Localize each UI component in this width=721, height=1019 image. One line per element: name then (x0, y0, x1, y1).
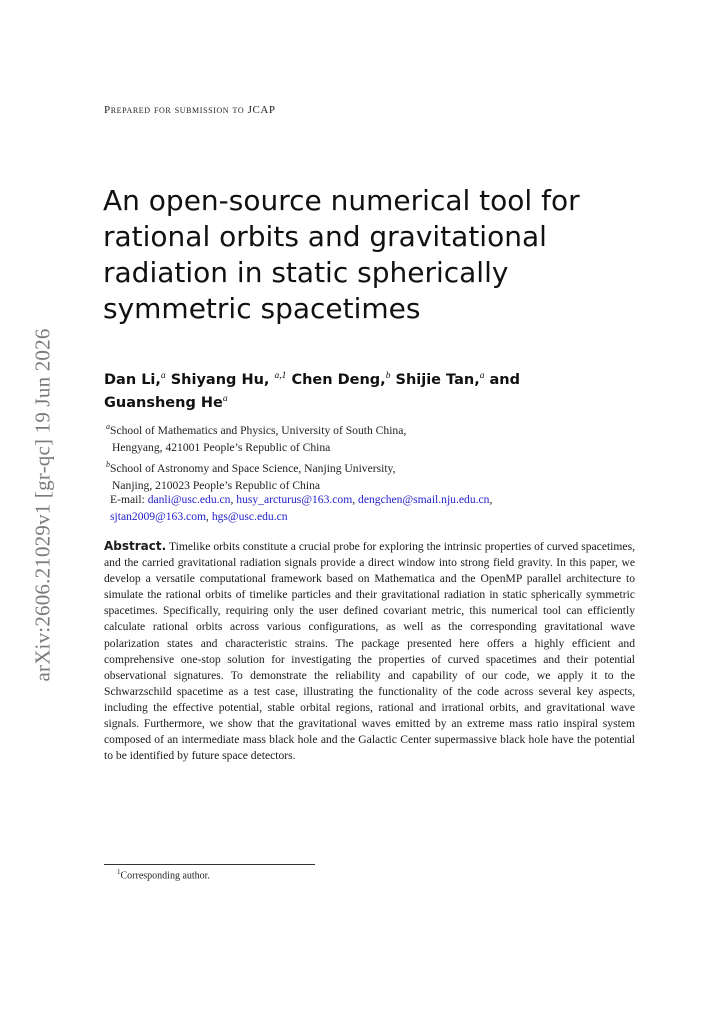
author-name: and Guansheng He (104, 371, 521, 411)
email-label: E-mail: (110, 493, 145, 506)
abstract-text: Timelike orbits constitute a crucial probe for exploring the intrinsic properties of curved spacetimes, and the carried gravitational radiation signals provide a direct window into strong field gravity. In this paper, we develop a versatile computational framework based on Mathematica and the OpenMP parallel architecture to simulate the rational orbits of timelike particles and their gravitational radiation in static spherically symmetric spacetimes. Specifically, requiring only the user defined covariant metric, this numerical tool can efficiently calculate rational orbits across various configurations, as well as the corresponding gravitational wave polarization states and characteristic strains. The package presented here offers a highly efficient and comprehensive one-stop solution for investigating the properties of curved spacetimes and their potential observational signatures. To demonstrate the reliability and capability of our code, we apply it to the Schwarzschild spacetime as a test case, illustrating the functionality of the code across several key aspects, including the effective potential, stable orbital regions, rational and irrational orbits, and gravitational wave signals. Furthermore, we show that the gravitational waves emitted by an extreme mass ratio inspiral system composed of an intermediate mass black hole and the Galactic Center supermassive black hole have the potential to be identified by future space detectors. (104, 540, 635, 763)
footnote-mark: 1 (117, 868, 121, 876)
paper-title: An open-source numerical tool for rational orbits and gravitational radiation in static spherically symmetric spacetimes (103, 184, 580, 325)
author-name: Chen Deng, (291, 371, 386, 388)
abstract-label: Abstract. (104, 539, 167, 553)
affil-mark: b (106, 459, 110, 469)
affil-mark: a (106, 422, 110, 431)
arxiv-identifier-stamp: arXiv:2606.21029v1 [gr-qc] 19 Jun 2026 (30, 328, 55, 682)
author-name: Shiyang Hu, (170, 371, 270, 388)
author-name: Shijie Tan, (395, 371, 480, 388)
footnote (117, 868, 210, 881)
author-affil-mark: a (222, 393, 228, 404)
affiliation-text: School of Mathematics and Physics, University of South China, (110, 423, 407, 437)
author-list (104, 367, 604, 413)
abstract (104, 538, 635, 764)
email-link[interactable]: husy_arcturus@163.com (236, 493, 353, 506)
author-affil-mark: a (479, 371, 485, 381)
author-affil-mark: b (385, 371, 391, 381)
submission-note: Prepared for submission to JCAP (104, 104, 276, 116)
affiliation-b (106, 456, 626, 477)
email-link[interactable]: hgs@usc.edu.cn (211, 510, 288, 523)
email-block: E-mail: danli@usc.edu.cn, husy_arcturus@163.com, dengchen@smail.nju.edu.cn, sjtan2009@163.com, hgs@usc.edu.cn (110, 493, 493, 523)
email-link[interactable]: dengchen@smail.nju.edu.cn (358, 493, 490, 506)
author-affil-mark: a (160, 371, 166, 381)
footnote-divider (104, 864, 315, 865)
affiliation-a (106, 418, 626, 439)
affiliation-a-address: Hengyang, 421001 People’s Republic of China (112, 440, 331, 454)
affiliation-b-address: Nanjing, 210023 People’s Republic of China (112, 478, 321, 492)
email-link[interactable]: sjtan2009@163.com (110, 510, 207, 523)
author-affil-mark: a,1 (274, 371, 287, 381)
affiliation-text: School of Astronomy and Space Science, Nanjing University, (110, 461, 396, 475)
email-link[interactable]: danli@usc.edu.cn (147, 493, 231, 506)
footnote-text: Corresponding author. (120, 870, 210, 882)
author-name: Dan Li, (104, 371, 161, 388)
affiliation-list (106, 418, 626, 494)
